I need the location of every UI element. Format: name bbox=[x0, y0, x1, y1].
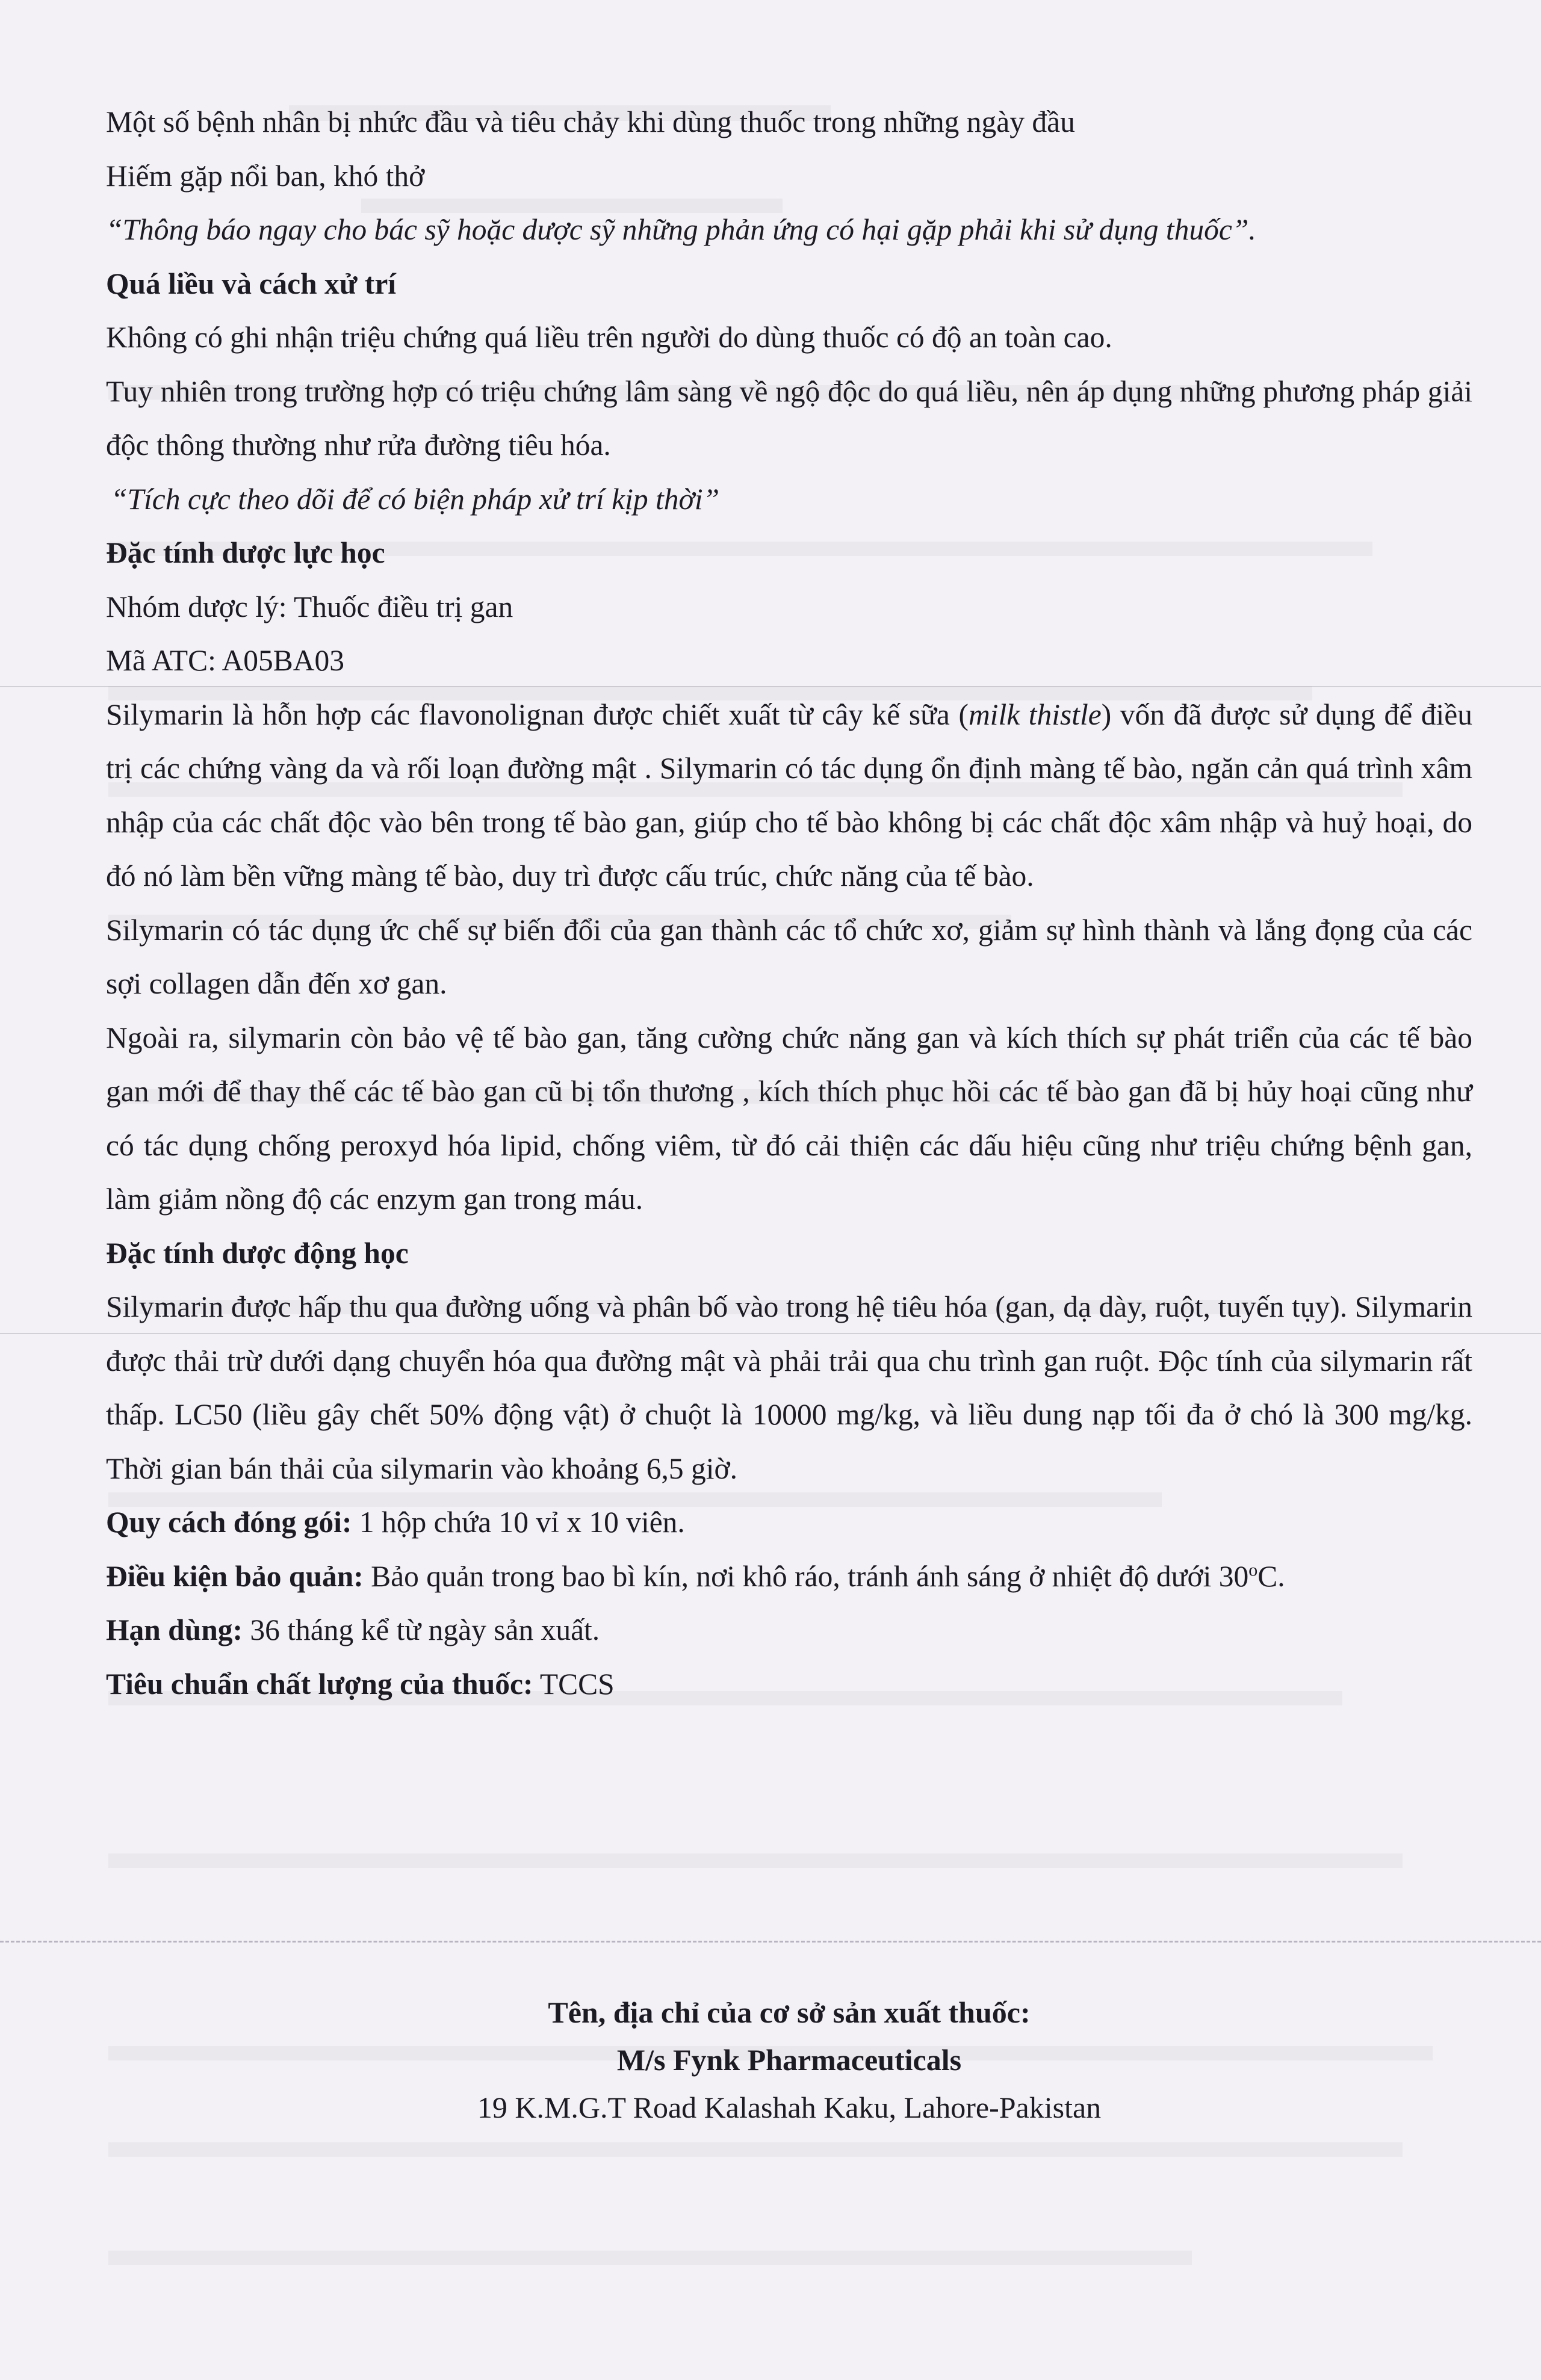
storage-line bbox=[106, 1550, 1472, 1604]
paragraph-text: ) vốn đã được sử dụng để điều trị các chứng vàng da và rối loạn đường mật . Silymarin có tác dụng ổn định màng tế bào, ngăn cản quá trình xâm nhập của các chất độc vào bên trong tế bào gan, giúp cho tế bào không bị các chất độc xâm nhập và huỷ hoại, do đó nó làm bền vững màng tế bào, duy trì được cấu trúc, chức năng của tế bào. bbox=[106, 697, 1472, 892]
side-effect-line: Một số bệnh nhân bị nhức đầu và tiêu chảy khi dùng thuốc trong những ngày đầu bbox=[106, 105, 1075, 138]
overdose-notice: “Tích cực theo dõi để có biện pháp xử trí kịp thời” bbox=[111, 482, 720, 516]
expiry-line bbox=[106, 1603, 1472, 1657]
pharmacodynamics-paragraph: Silymarin có tác dụng ức chế sự biến đổi của gan thành các tổ chức xơ, giảm sự hình thành và lắng đọng của các sợi collagen dẫn đến xơ gan. bbox=[106, 913, 1472, 1000]
quality-value: TCCS bbox=[533, 1667, 615, 1701]
packaging-line bbox=[106, 1495, 1472, 1550]
overdose-text: Không có ghi nhận triệu chứng quá liều trên người do dùng thuốc có độ an toàn cao. bbox=[106, 321, 1112, 354]
degree-mark: o bbox=[1248, 1560, 1258, 1580]
quality-standard-line bbox=[106, 1657, 1472, 1711]
manufacturer-block bbox=[106, 1989, 1472, 2131]
storage-label: Điều kiện bảo quản: bbox=[106, 1559, 364, 1593]
quality-label: Tiêu chuẩn chất lượng của thuốc: bbox=[106, 1667, 533, 1701]
manufacturer-address: 19 K.M.G.T Road Kalashah Kaku, Lahore-Pakistan bbox=[477, 2091, 1102, 2124]
pharmacodynamics-paragraph: Ngoài ra, silymarin còn bảo vệ tế bào gan, tăng cường chức năng gan và kích thích sự phát triển của các tế bào gan mới để thay thế các tế bào gan cũ bị tổn thương , kích thích phục hồi các tế bào gan đã bị hủy hoại cũng như có tác dụng chống peroxyd hóa lipid, chống viêm, từ đó cải thiện các dấu hiệu cũng như triệu chứng bệnh gan, làm giảm nồng độ các enzym gan trong máu. bbox=[106, 1021, 1472, 1216]
storage-unit: C. bbox=[1257, 1559, 1285, 1593]
pharmacokinetics-paragraph: Silymarin được hấp thu qua đường uống và phân bố vào trong hệ tiêu hóa (gan, dạ dày, ruột, tuyến tụy). Silymarin được thải trừ dưới dạng chuyển hóa qua đường mật và phải trải qua chu trình gan ruột. Độc tính của silymarin rất thấp. LC50 (liều gây chết 50% động vật) ở chuột là 10000 mg/kg, và liều dung nạp tối đa ở chó là 300 mg/kg. Thời gian bán thải của silymarin vào khoảng 6,5 giờ. bbox=[106, 1290, 1472, 1485]
section-heading-pharmacokinetics: Đặc tính dược động học bbox=[106, 1236, 409, 1270]
manufacturer-name: M/s Fynk Pharmaceuticals bbox=[616, 2043, 962, 2077]
packaging-value: 1 hộp chứa 10 vỉ x 10 viên. bbox=[352, 1506, 685, 1539]
pharmacodynamics-paragraph bbox=[106, 688, 1472, 903]
pharmacological-group: Nhóm dược lý: Thuốc điều trị gan bbox=[106, 590, 513, 623]
report-notice: “Thông báo ngay cho bác sỹ hoặc dược sỹ những phản ứng có hại gặp phải khi sử dụng thuốc”. bbox=[106, 213, 1256, 246]
section-heading-overdose: Quá liều và cách xử trí bbox=[106, 267, 397, 300]
paragraph-italic-term: milk thistle bbox=[968, 697, 1102, 731]
perforation-line bbox=[0, 1941, 1541, 1943]
overdose-text: Tuy nhiên trong trường hợp có triệu chứng lâm sàng về ngộ độc do quá liều, nên áp dụng những phương pháp giải độc thông thường như rửa đường tiêu hóa. bbox=[106, 374, 1472, 462]
leaflet-body bbox=[106, 95, 1472, 1711]
storage-value: Bảo quản trong bao bì kín, nơi khô ráo, tránh ánh sáng ở nhiệt độ dưới 30 bbox=[363, 1559, 1249, 1593]
paragraph-text: Silymarin là hỗn hợp các flavonolignan được chiết xuất từ cây kế sữa ( bbox=[106, 697, 969, 731]
side-effect-line: Hiếm gặp nổi ban, khó thở bbox=[106, 159, 425, 193]
manufacturer-heading: Tên, địa chỉ của cơ sở sản xuất thuốc: bbox=[548, 1995, 1031, 2029]
expiry-label: Hạn dùng: bbox=[106, 1613, 243, 1646]
packaging-label: Quy cách đóng gói: bbox=[106, 1506, 352, 1539]
expiry-value: 36 tháng kể từ ngày sản xuất. bbox=[242, 1613, 600, 1646]
atc-code: Mã ATC: A05BA03 bbox=[106, 644, 345, 677]
section-heading-pharmacodynamics: Đặc tính dược lực học bbox=[106, 536, 385, 569]
